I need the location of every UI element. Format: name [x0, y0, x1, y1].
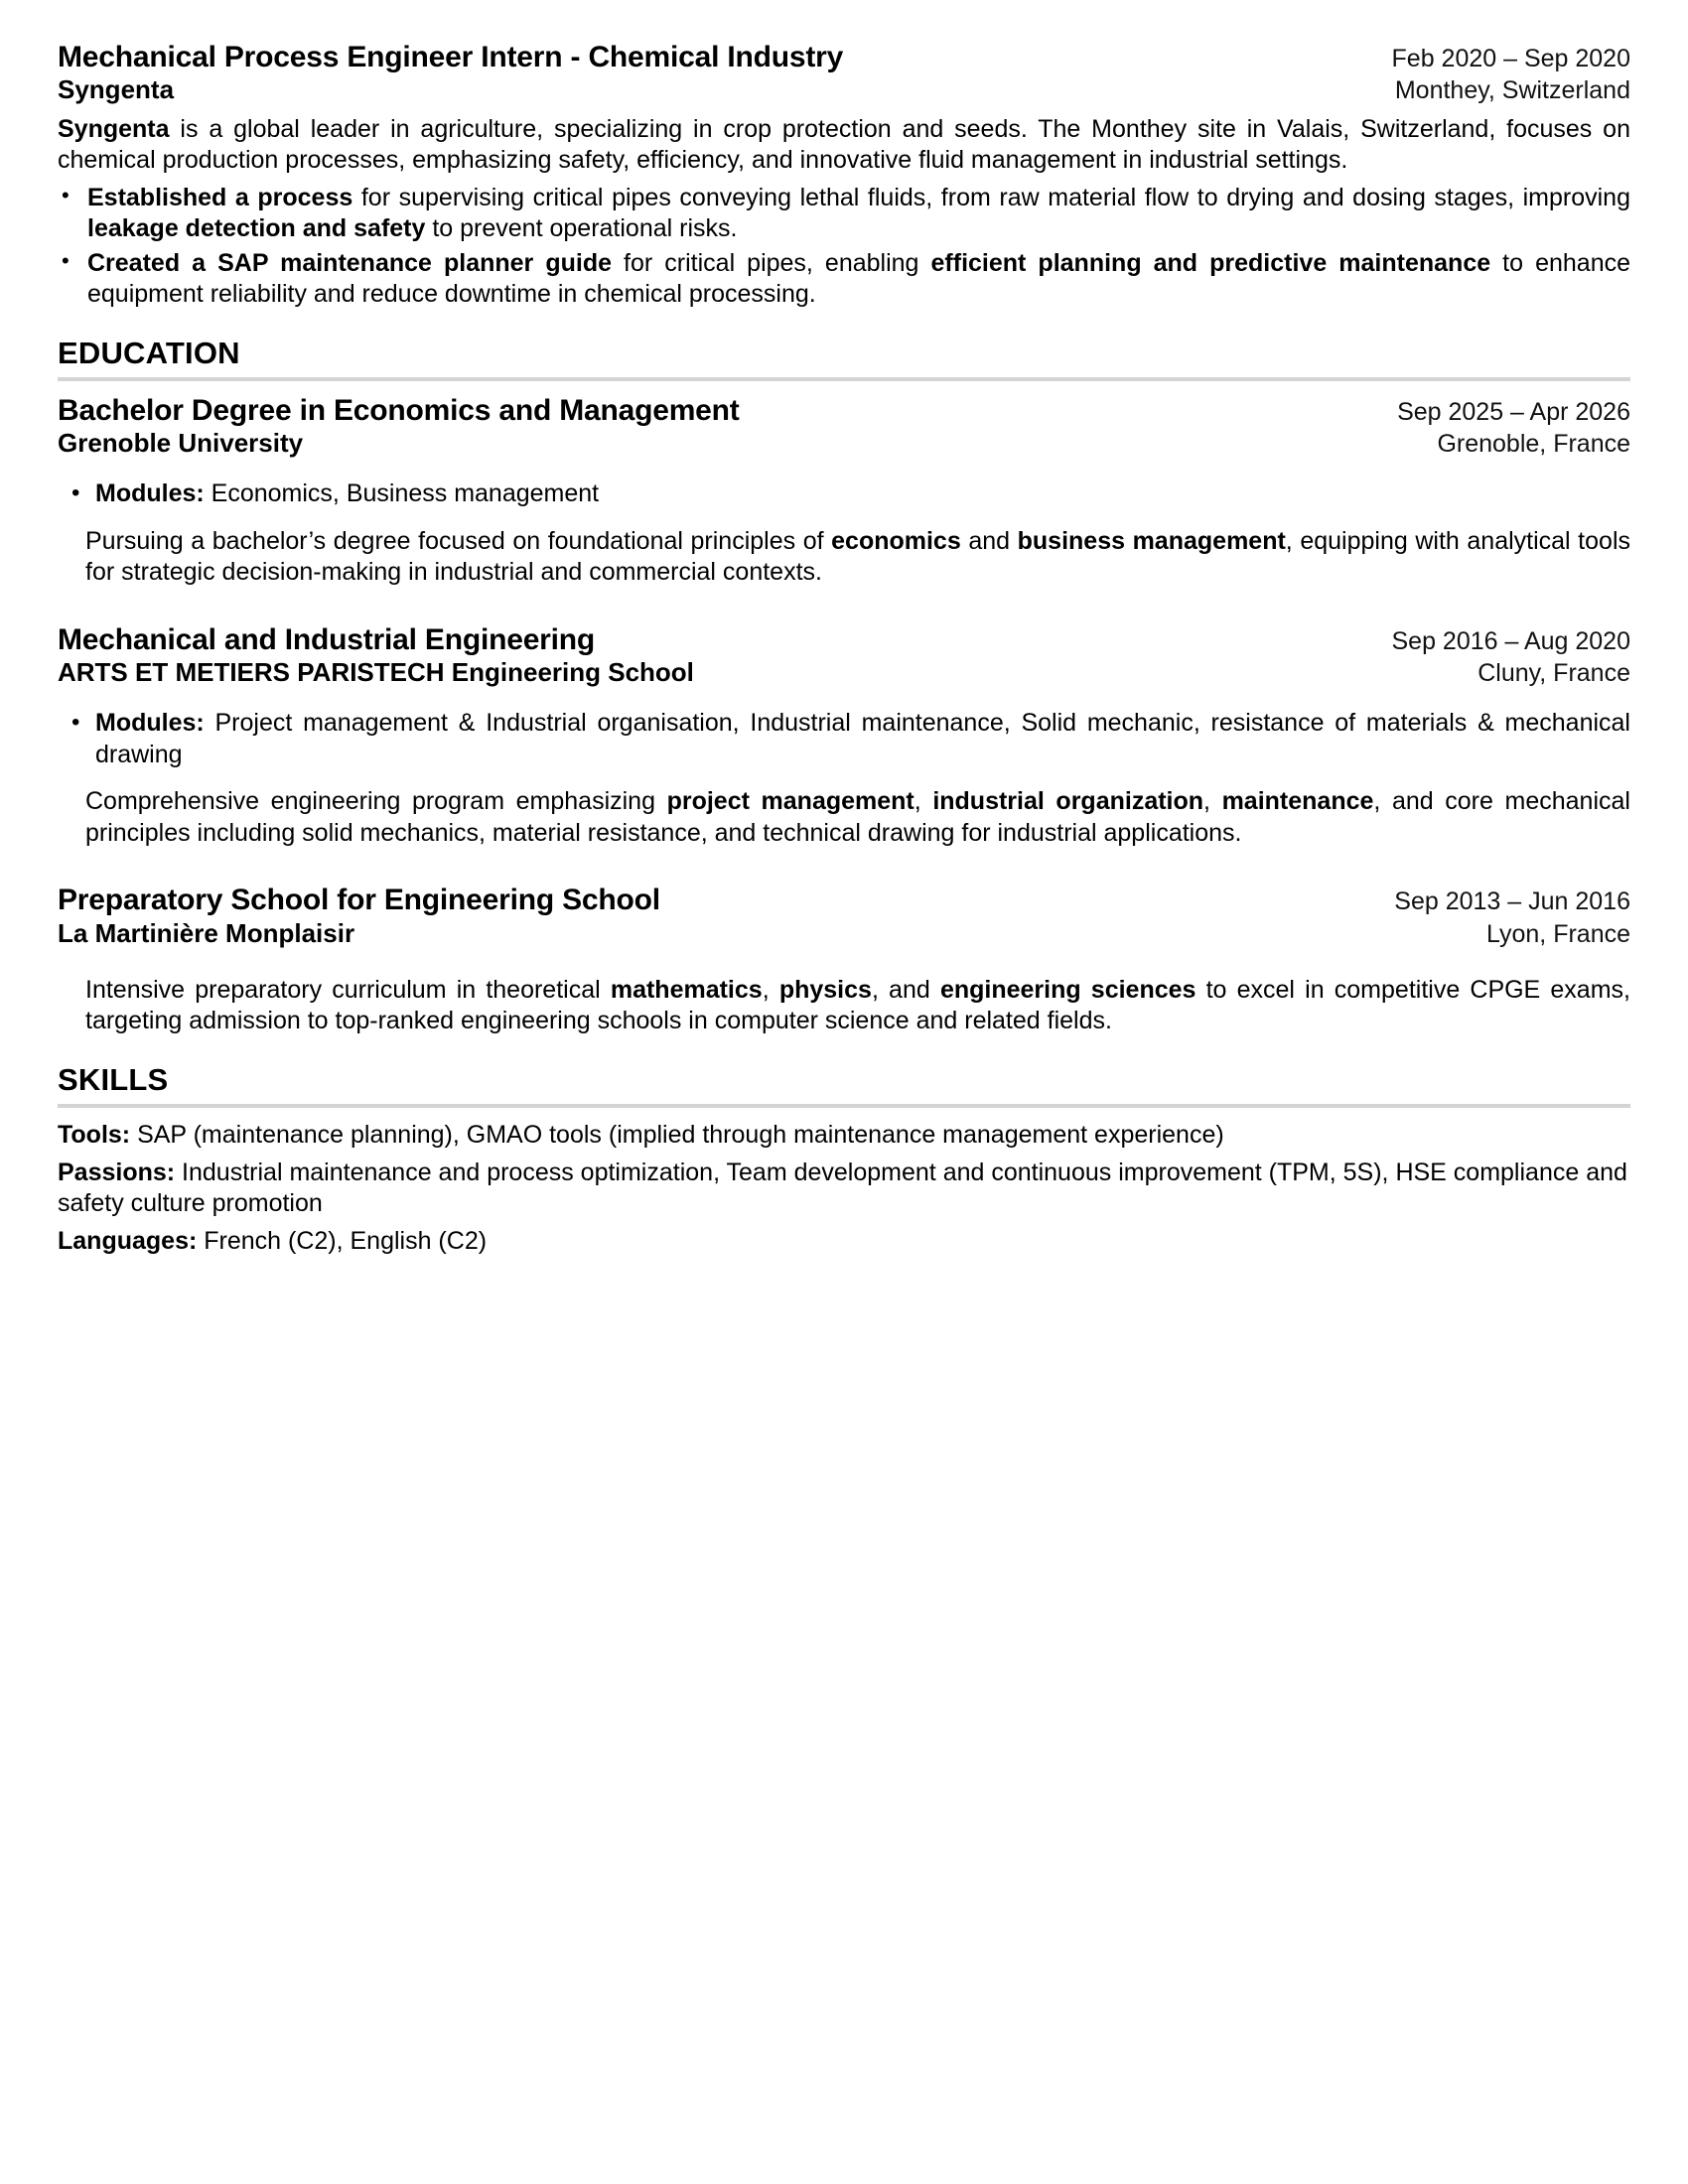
job-title: Mechanical Process Engineer Intern - Chemical Industry	[58, 41, 844, 73]
bullet-text-tail: to enhance equipment reliability and reduce downtime in chemical processing.	[87, 248, 1631, 309]
bullet-text: for supervising critical pipes conveying lethal fluids, from raw material flow to drying and dosing stages, improving	[352, 183, 1630, 211]
bullet-bold-lead: Created a SAP maintenance planner guide	[87, 248, 612, 277]
desc-text: ,	[1203, 787, 1222, 816]
spacer	[58, 459, 1630, 473]
degree-title: Bachelor Degree in Economics and Management	[58, 393, 740, 427]
desc-text: Comprehensive engineering program emphasizing	[85, 787, 667, 816]
desc-bold: project management	[666, 787, 914, 816]
entry-title-row	[58, 40, 1630, 74]
job-bullet-list	[58, 183, 1630, 311]
entry-sub-row	[58, 657, 1630, 688]
desc-bold: business management	[1017, 526, 1286, 555]
skills-label: Languages:	[58, 1226, 198, 1255]
modules-value: Project management & Industrial organisation, Industrial maintenance, Solid mechanic, resistance of materials & mechanical drawing	[95, 709, 1630, 768]
spacer	[58, 593, 1630, 622]
education-description	[58, 786, 1630, 849]
modules-list	[58, 708, 1630, 770]
degree-title: Mechanical and Industrial Engineering	[58, 622, 596, 656]
desc-text: ,	[762, 975, 779, 1004]
company-summary-lead: Syngenta	[58, 114, 170, 143]
section-heading-skills: SKILLS	[58, 1061, 169, 1097]
desc-bold: maintenance	[1221, 787, 1374, 816]
institution-name: La Martinière Monplaisir	[58, 917, 355, 948]
education-section	[58, 337, 1630, 1037]
entry-sub-row	[58, 428, 1630, 459]
skills-value: SAP (maintenance planning), GMAO tools (implied through maintenance management experience)	[130, 1121, 1224, 1149]
skills-row-languages	[58, 1226, 1630, 1258]
section-divider	[58, 1104, 1630, 1108]
modules-value: Economics, Business management	[204, 479, 600, 508]
entry-title-row	[58, 883, 1630, 917]
skills-label: Tools:	[58, 1121, 131, 1149]
company-name: Syngenta	[58, 74, 175, 105]
job-location: Monthey, Switzerland	[1394, 76, 1630, 105]
modules-label: Modules:	[95, 479, 205, 508]
skills-label: Passions:	[58, 1158, 176, 1186]
education-entry-grenoble	[58, 393, 1630, 589]
desc-text: , and core mechanical principles including solid mechanics, material resistance, and technical drawing for industrial applications.	[85, 787, 1630, 847]
institution-name: Grenoble University	[58, 428, 304, 459]
degree-dates: Sep 2025 – Apr 2026	[1397, 397, 1630, 426]
institution-location: Cluny, France	[1477, 659, 1630, 688]
section-heading-education: EDUCATION	[58, 335, 240, 370]
desc-text: ,	[914, 787, 933, 816]
degree-title: Preparatory School for Engineering School	[58, 884, 660, 917]
job-bullet-item	[58, 183, 1630, 245]
experience-entry-syngenta	[58, 40, 1630, 311]
job-dates: Feb 2020 – Sep 2020	[1391, 45, 1630, 72]
bullet-bold-mid: efficient planning and predictive maintenance	[930, 248, 1491, 277]
spacer	[58, 688, 1630, 702]
desc-bold: physics	[778, 975, 872, 1004]
skills-value: Industrial maintenance and process optimization, Team development and continuous improvement (TPM, 5S), HSE compliance and safety culture promotion	[58, 1158, 1627, 1217]
entry-title-row	[58, 393, 1630, 428]
company-summary	[58, 114, 1630, 177]
skills-row-tools	[58, 1120, 1630, 1152]
desc-bold: industrial organization	[932, 787, 1204, 816]
modules-item	[58, 478, 1630, 510]
desc-text: Intensive preparatory curriculum in theoretical	[85, 975, 611, 1004]
modules-label: Modules:	[95, 709, 205, 738]
education-entry-prepa	[58, 883, 1630, 1037]
entry-sub-row	[58, 74, 1630, 105]
desc-text: , equipping with analytical tools for strategic decision-making in industrial and commercial contexts.	[85, 526, 1630, 587]
institution-location: Grenoble, France	[1437, 430, 1630, 459]
modules-item	[58, 708, 1630, 770]
institution-location: Lyon, France	[1486, 919, 1630, 948]
skills-section	[58, 1063, 1630, 1257]
desc-text: to excel in competitive CPGE exams, targeting admission to top-ranked engineering schools in computer science and related fields.	[85, 975, 1630, 1035]
modules-list	[58, 478, 1630, 510]
entry-sub-row	[58, 918, 1630, 949]
bullet-bold-mid: leakage detection and safety	[87, 214, 426, 243]
bullet-text-tail: to prevent operational risks.	[425, 214, 738, 243]
entry-title-row	[58, 622, 1630, 657]
skills-value: French (C2), English (C2)	[197, 1226, 488, 1255]
education-entry-arts-et-metiers	[58, 622, 1630, 850]
education-description	[58, 526, 1630, 589]
spacer	[58, 853, 1630, 883]
section-divider	[58, 377, 1630, 381]
education-description	[58, 975, 1630, 1037]
company-summary-rest: is a global leader in agriculture, specializing in crop protection and seeds. The Monthey site in Valais, Switzerland, focuses on chemical production processes, emphasizing safety, efficiency, and innovative fluid management in industrial settings.	[58, 114, 1630, 175]
degree-dates: Sep 2016 – Aug 2020	[1391, 626, 1630, 655]
job-bullet-item	[58, 248, 1630, 311]
desc-text: , and	[871, 975, 940, 1004]
bullet-text: for critical pipes, enabling	[612, 248, 931, 277]
desc-bold: economics	[831, 526, 961, 555]
institution-name: ARTS ET METIERS PARISTECH Engineering School	[58, 657, 694, 688]
skills-row-passions	[58, 1158, 1630, 1220]
desc-text: and	[960, 526, 1018, 555]
desc-text: Pursuing a bachelor’s degree focused on foundational principles of	[85, 526, 832, 555]
desc-bold: mathematics	[610, 975, 763, 1004]
desc-bold: engineering sciences	[939, 975, 1196, 1004]
degree-dates: Sep 2013 – Jun 2016	[1394, 887, 1630, 916]
bullet-bold-lead: Established a process	[87, 183, 353, 211]
